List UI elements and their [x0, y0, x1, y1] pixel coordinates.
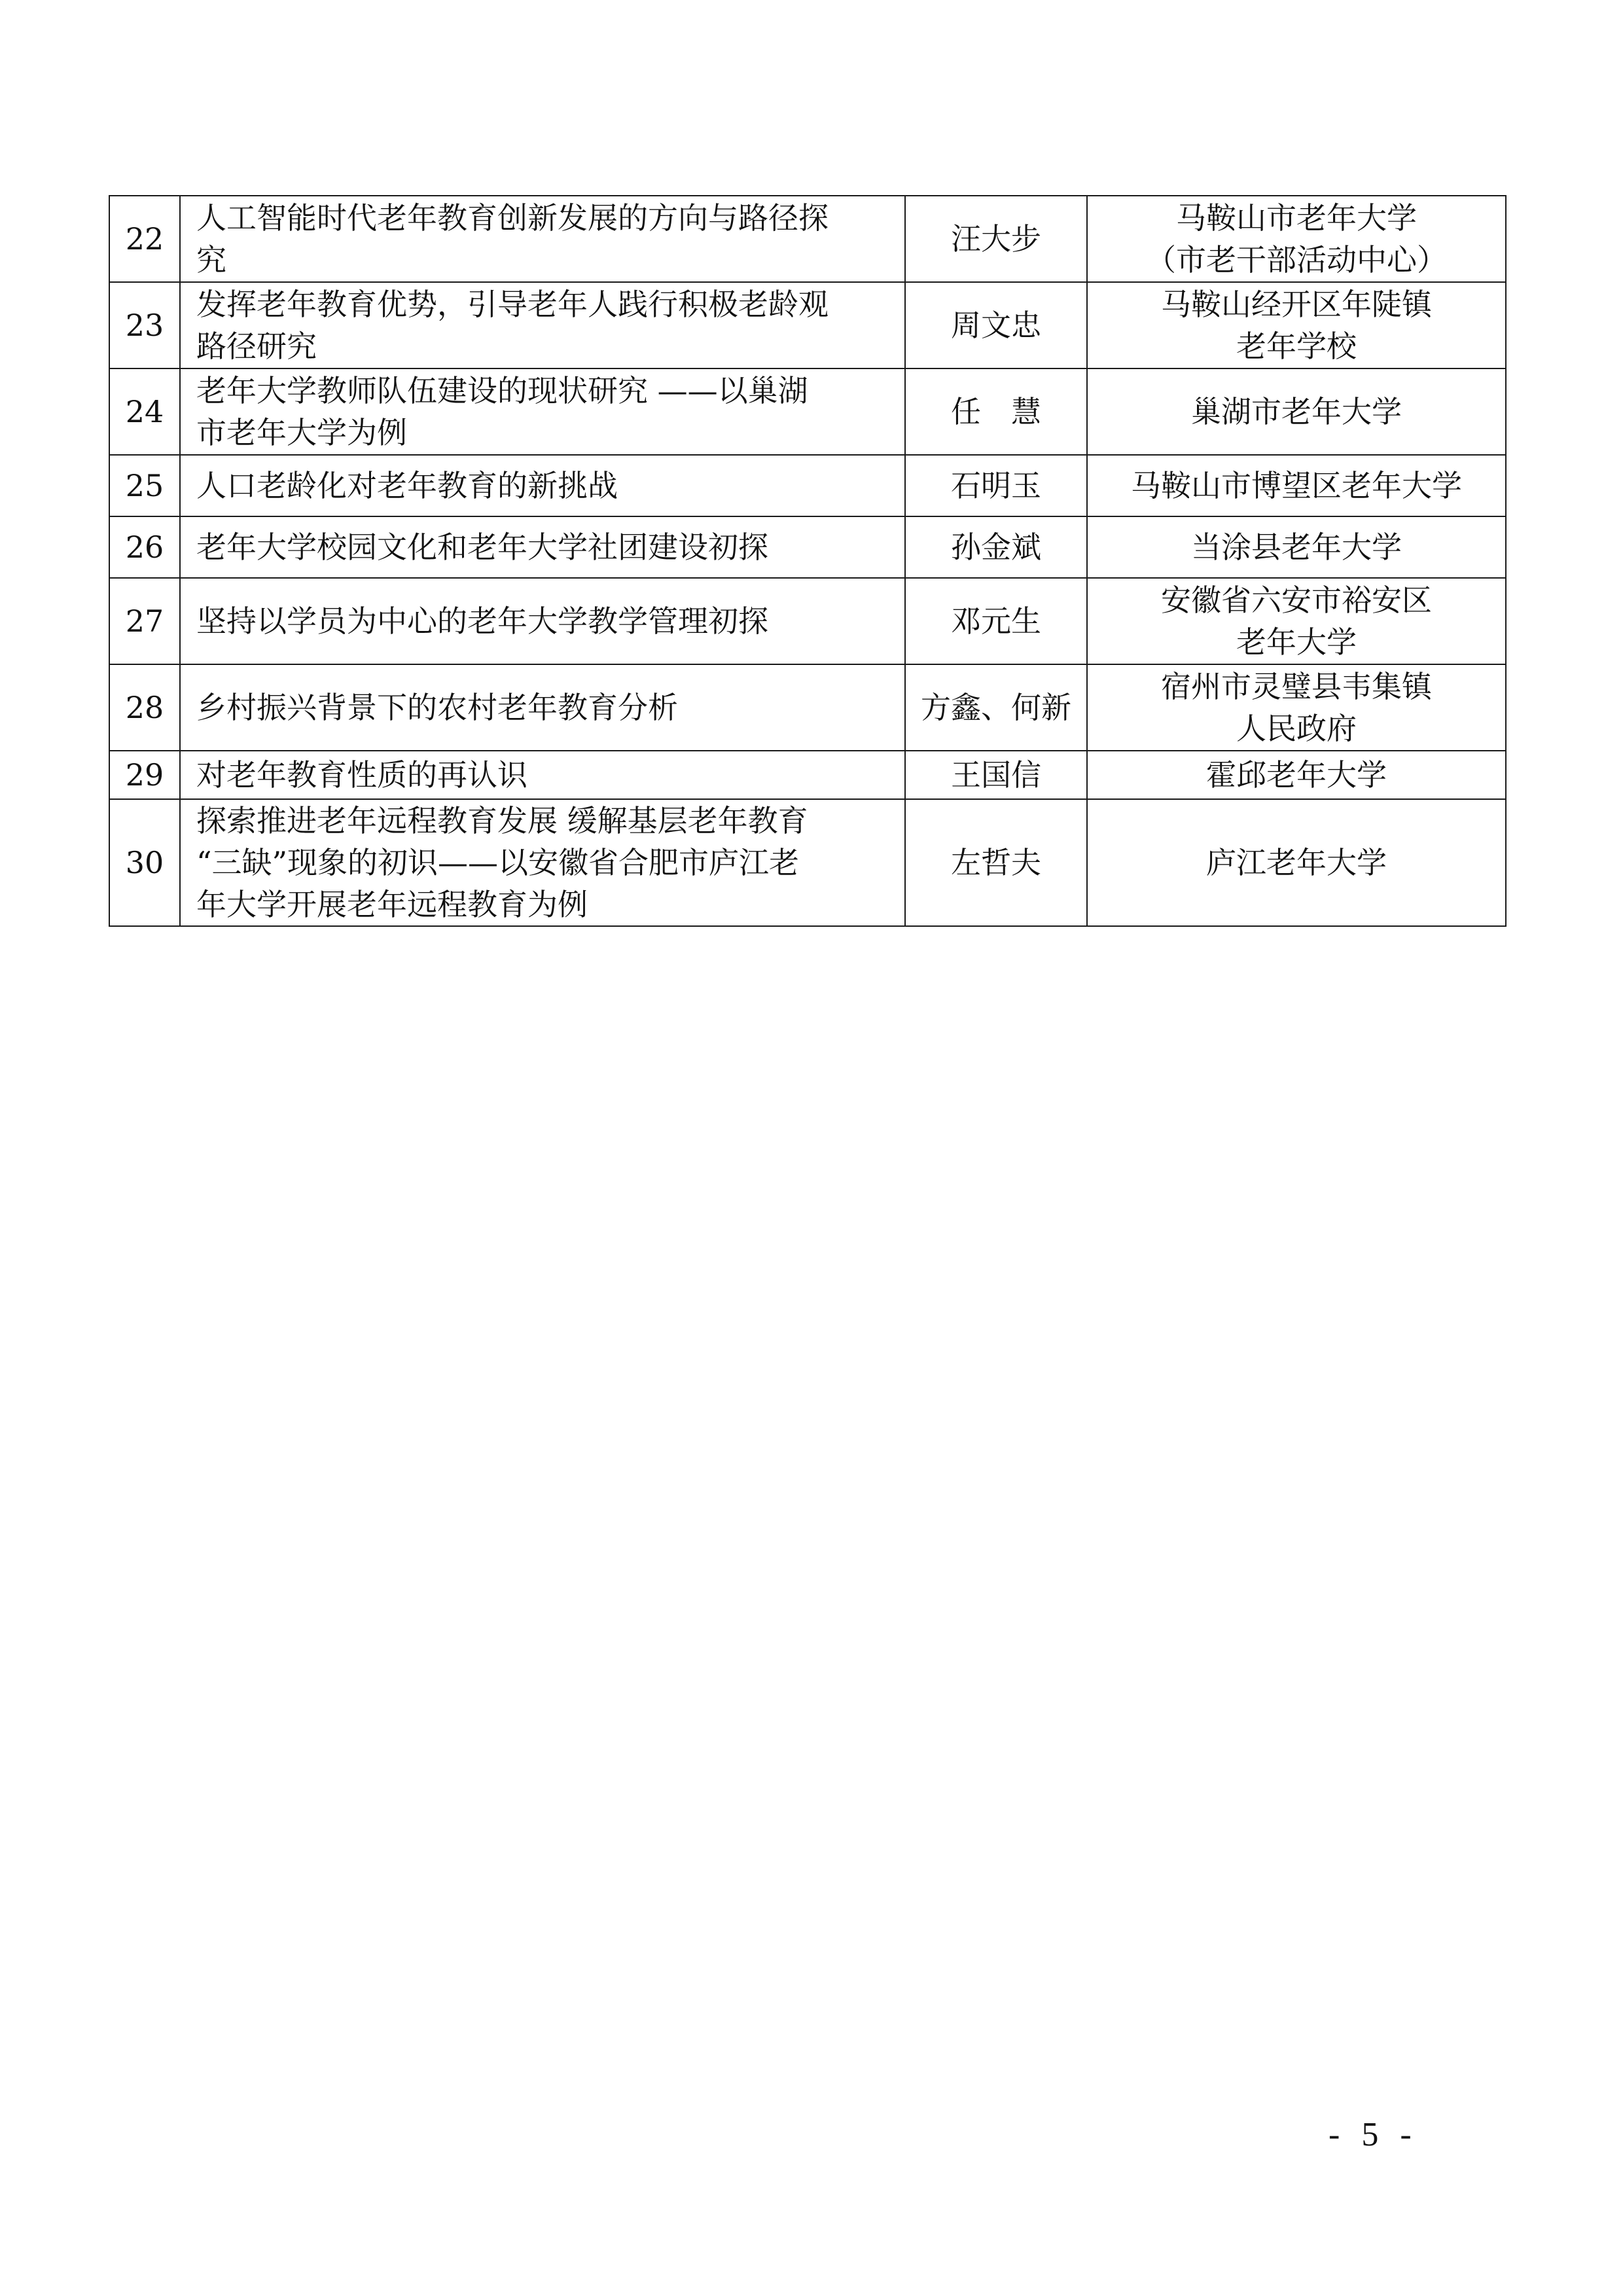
row-number: 28	[109, 664, 180, 751]
table-row	[109, 455, 1506, 516]
organization: 马鞍山市老年大学 （市老干部活动中心）	[1087, 196, 1506, 282]
paper-title: 老年大学教师队伍建设的现状研究 ——以巢湖 市老年大学为例	[180, 368, 905, 455]
paper-title: 老年大学校园文化和老年大学社团建设初探	[180, 516, 905, 578]
table-row	[109, 664, 1506, 751]
table-row	[109, 578, 1506, 664]
paper-title: 人工智能时代老年教育创新发展的方向与路径探 究	[180, 196, 905, 282]
row-number: 27	[109, 578, 180, 664]
author-name: 任 慧	[905, 368, 1087, 455]
paper-title: 发挥老年教育优势，引导老年人践行积极老龄观 路径研究	[180, 282, 905, 368]
table-row	[109, 196, 1506, 282]
table-row	[109, 282, 1506, 368]
author-name: 周文忠	[905, 282, 1087, 368]
paper-title: 探索推进老年远程教育发展 缓解基层老年教育 “三缺”现象的初识——以安徽省合肥市庐江老 年大学开展老年远程教育为例	[180, 799, 905, 926]
author-name: 孙金斌	[905, 516, 1087, 578]
organization: 当涂县老年大学	[1087, 516, 1506, 578]
row-number: 24	[109, 368, 180, 455]
row-number: 29	[109, 751, 180, 799]
author-name: 石明玉	[905, 455, 1087, 516]
paper-title: 乡村振兴背景下的农村老年教育分析	[180, 664, 905, 751]
row-number: 22	[109, 196, 180, 282]
organization: 巢湖市老年大学	[1087, 368, 1506, 455]
author-name: 汪大步	[905, 196, 1087, 282]
organization: 马鞍山经开区年陡镇 老年学校	[1087, 282, 1506, 368]
author-name: 王国信	[905, 751, 1087, 799]
row-number: 23	[109, 282, 180, 368]
organization: 霍邱老年大学	[1087, 751, 1506, 799]
author-name: 邓元生	[905, 578, 1087, 664]
author-name: 左哲夫	[905, 799, 1087, 926]
row-number: 30	[109, 799, 180, 926]
row-number: 26	[109, 516, 180, 578]
organization: 安徽省六安市裕安区 老年大学	[1087, 578, 1506, 664]
paper-title: 对老年教育性质的再认识	[180, 751, 905, 799]
paper-title: 人口老龄化对老年教育的新挑战	[180, 455, 905, 516]
row-number: 25	[109, 455, 180, 516]
award-list-table	[109, 195, 1507, 927]
table-row	[109, 368, 1506, 455]
paper-title: 坚持以学员为中心的老年大学教学管理初探	[180, 578, 905, 664]
organization: 宿州市灵璧县韦集镇 人民政府	[1087, 664, 1506, 751]
page-number: - 5 -	[1329, 2116, 1418, 2153]
table-row	[109, 799, 1506, 926]
table-row	[109, 516, 1506, 578]
organization: 庐江老年大学	[1087, 799, 1506, 926]
author-name: 方鑫、何新	[905, 664, 1087, 751]
organization: 马鞍山市博望区老年大学	[1087, 455, 1506, 516]
table-row	[109, 751, 1506, 799]
